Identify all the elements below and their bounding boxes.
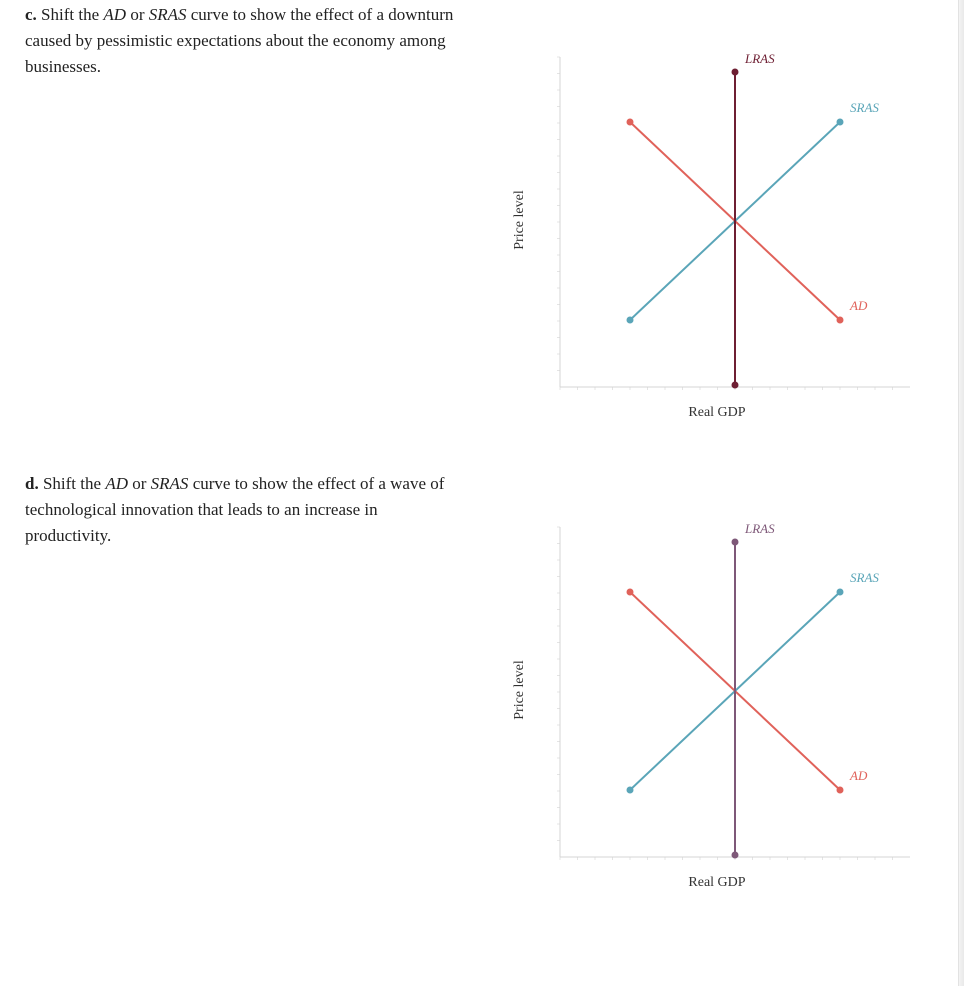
question-c-text-2: or (126, 5, 149, 24)
question-c-prompt (25, 2, 465, 80)
graph-d-lras-handle-top (732, 539, 739, 546)
question-d-prompt (25, 471, 465, 549)
graph-c-lras-handle-top (732, 69, 739, 76)
question-d-sras-term: SRAS (150, 474, 189, 493)
graph-d-sras-label: SRAS (850, 570, 879, 585)
question-d-text-1: Shift the (38, 474, 106, 493)
question-d-text-3: curve to show the effect of a wave of technological innovation that leads to an increase in productivity. (25, 474, 445, 545)
graph-c-ad-handle-bottom[interactable] (837, 317, 844, 324)
graph-d-ad-handle-top[interactable] (627, 589, 634, 596)
question-c-letter: c. (25, 5, 37, 24)
graph-c-y-axis-label: Price level (512, 190, 527, 250)
graph-c-sras-handle-bottom[interactable] (627, 317, 634, 324)
graph-d-lras-handle-bottom (732, 852, 739, 859)
graph-c-sras-handle-top[interactable] (837, 119, 844, 126)
page-right-edge (958, 0, 964, 986)
graph-d-sras-handle-bottom[interactable] (627, 787, 634, 794)
graph-d-sras-handle-top[interactable] (837, 589, 844, 596)
graph-c-sras-label: SRAS (850, 100, 879, 115)
graph-d-x-axis-label: Real GDP (688, 875, 746, 890)
graph-c-lras-handle-bottom (732, 382, 739, 389)
question-c-text-1: Shift the (36, 5, 104, 24)
question-d-ad-term: AD (105, 474, 128, 493)
question-d-letter: d. (25, 474, 39, 493)
graph-c-lras-label: LRAS (745, 51, 775, 66)
question-d-text-2: or (127, 474, 151, 493)
graph-c-canvas[interactable] (545, 45, 925, 405)
graph-d-canvas[interactable] (545, 515, 925, 875)
graph-c-ad-label: AD (850, 298, 868, 313)
graph-d-lras-label: LRAS (745, 521, 775, 536)
graph-d-ad-handle-bottom[interactable] (837, 787, 844, 794)
graph-d-y-axis-label: Price level (512, 660, 527, 720)
graph-c-ad-handle-top[interactable] (627, 119, 634, 126)
graph-d-ad-label: AD (850, 768, 868, 783)
graph-c-x-axis-label: Real GDP (688, 405, 746, 420)
question-c-ad-term: AD (103, 5, 127, 24)
question-c-text-3: curve to show the effect of a downturn caused by pessimistic expectations about the economy among businesses. (25, 5, 454, 76)
question-c-sras-term: SRAS (148, 5, 187, 24)
